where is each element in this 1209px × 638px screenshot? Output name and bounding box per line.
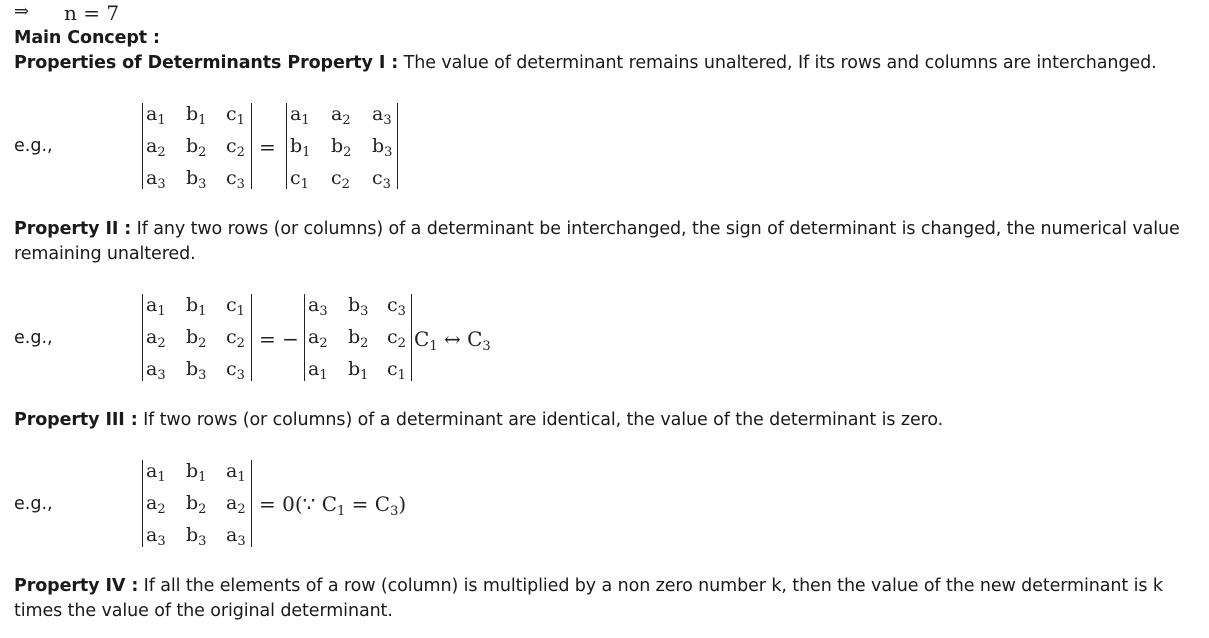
- matrix-entry: $c_3$: [387, 294, 406, 319]
- eg-label-2: e.g.,: [14, 328, 53, 348]
- matrix-entry: $b_1$: [348, 358, 369, 383]
- example-1-right-determinant: [286, 103, 398, 192]
- matrix-entry: $a_3$: [308, 294, 328, 319]
- matrix-entry: $a_2$: [226, 492, 246, 517]
- matrix-entry: $c_3$: [372, 167, 391, 192]
- property-2-text: If any two rows (or columns) of a determinant be interchanged, the sign of determinant is changed, the numerical value remaining unaltered.: [14, 219, 1180, 264]
- matrix-entry: $a_3$: [226, 524, 246, 549]
- result-expression: n = 7: [64, 1, 120, 25]
- matrix-entry: $b_1$: [186, 103, 207, 128]
- property-2-title: Property II :: [14, 219, 132, 239]
- matrix-entry: $c_2$: [226, 135, 245, 160]
- matrix-entry: $b_1$: [186, 460, 207, 485]
- matrix-entry: $a_1$: [226, 460, 246, 485]
- matrix-entry: $c_1$: [290, 167, 309, 192]
- matrix-entry: $c_3$: [226, 358, 245, 383]
- property-4-text: If all the elements of a row (column) is multiplied by a non zero number k, then the value of the new determinant is k times the value of the original determinant.: [14, 576, 1163, 621]
- property-1-text: The value of determinant remains unaltered, If its rows and columns are interchanged.: [398, 53, 1157, 73]
- matrix-entry: $b_1$: [186, 294, 207, 319]
- eg-label-3: e.g.,: [14, 494, 53, 514]
- example-2-left-determinant: [142, 294, 252, 381]
- matrix-entry: $b_2$: [331, 135, 352, 160]
- matrix-entry: $a_2$: [308, 326, 328, 351]
- matrix-entry: $b_3$: [348, 294, 369, 319]
- example-2-column-swap-note: $C_1$ ↔ $C_3$: [414, 327, 491, 354]
- matrix-entry: $b_2$: [186, 492, 207, 517]
- property-2-paragraph: [14, 217, 1204, 267]
- matrix-entry: $a_2$: [331, 103, 351, 128]
- property-1-paragraph: [14, 51, 1204, 76]
- example-3-result: = 0(∵ $C_1 = C_3$): [259, 492, 407, 519]
- matrix-entry: $a_2$: [146, 326, 166, 351]
- matrix-entry: $a_1$: [290, 103, 310, 128]
- matrix-entry: $a_3$: [146, 524, 166, 549]
- matrix-entry: $b_3$: [372, 135, 393, 160]
- matrix-entry: $a_2$: [146, 492, 166, 517]
- matrix-entry: $b_2$: [186, 326, 207, 351]
- matrix-entry: $a_1$: [146, 460, 166, 485]
- matrix-entry: $a_3$: [372, 103, 392, 128]
- matrix-entry: $a_1$: [146, 103, 166, 128]
- implies-arrow: ⇒: [14, 1, 30, 22]
- property-4-paragraph: [14, 574, 1204, 624]
- matrix-entry: $c_2$: [387, 326, 406, 351]
- matrix-entry: $a_3$: [146, 167, 166, 192]
- example-1-equals: =: [259, 135, 276, 159]
- matrix-entry: $c_1$: [226, 294, 245, 319]
- matrix-entry: $b_2$: [348, 326, 369, 351]
- example-2-right-determinant: [304, 294, 412, 381]
- matrix-entry: $c_3$: [226, 167, 245, 192]
- matrix-entry: $b_3$: [186, 524, 207, 549]
- matrix-entry: $a_3$: [146, 358, 166, 383]
- property-4-title: Property IV :: [14, 576, 139, 596]
- matrix-entry: $b_3$: [186, 167, 207, 192]
- matrix-entry: $c_1$: [226, 103, 245, 128]
- matrix-entry: $c_2$: [331, 167, 350, 192]
- matrix-entry: $b_3$: [186, 358, 207, 383]
- main-concept-heading: Main Concept :: [14, 28, 160, 48]
- eg-label-1: e.g.,: [14, 136, 53, 156]
- example-2-equals-minus: = −: [259, 327, 299, 351]
- example-1-left-determinant: [142, 103, 252, 192]
- property-1-title: Properties of Determinants Property I :: [14, 53, 399, 73]
- matrix-entry: $a_2$: [146, 135, 166, 160]
- matrix-entry: $c_2$: [226, 326, 245, 351]
- property-3-text: If two rows (or columns) of a determinant are identical, the value of the determinant is zero.: [137, 410, 944, 430]
- matrix-entry: $c_1$: [387, 358, 406, 383]
- example-3-determinant: [142, 460, 252, 547]
- matrix-entry: $b_1$: [290, 135, 311, 160]
- matrix-entry: $b_2$: [186, 135, 207, 160]
- property-3-title: Property III :: [14, 410, 138, 430]
- property-3-paragraph: [14, 408, 943, 433]
- matrix-entry: $a_1$: [146, 294, 166, 319]
- matrix-entry: $a_1$: [308, 358, 328, 383]
